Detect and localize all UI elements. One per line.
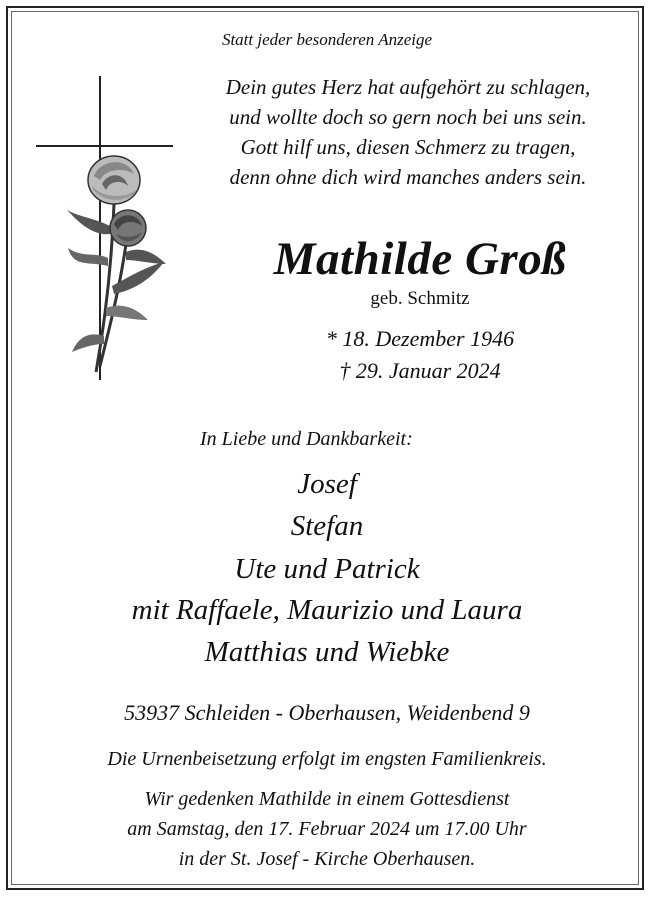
burial-note: Die Urnenbeisetzung erfolgt im engsten Familienkreis. [107,748,547,770]
address: 53937 Schleiden - Oberhausen, Weidenbend 9 [124,700,530,725]
birth-date: * 18. Dezember 1946 [325,326,515,351]
family-member: Stefan [290,510,364,542]
poem-line: denn ohne dich wird manches anders sein. [229,165,587,189]
notice-intro: Statt jeder besonderen Anzeige [221,30,433,49]
dedication: In Liebe und Dankbarkeit: [200,428,413,450]
cross-with-roses-icon [30,76,180,386]
service-line: in der St. Josef - Kirche Oberhausen. [178,848,476,870]
family-member: Ute und Patrick [234,553,420,585]
poem-line: und wollte doch so gern noch bei uns sein. [229,105,587,129]
poem-line: Dein gutes Herz hat aufgehört zu schlagen, [225,75,591,99]
service-line: Wir gedenken Mathilde in einem Gottesdienst [144,788,510,810]
service-line: am Samstag, den 17. Februar 2024 um 17.00 Uhr [127,818,527,840]
poem-line: Gott hilf uns, diesen Schmerz zu tragen, [240,135,576,159]
family-member: Matthias und Wiebke [204,636,450,668]
family-member: mit Raffaele, Maurizio und Laura [131,594,523,626]
maiden-name: geb. Schmitz [370,288,470,309]
family-member: Josef [297,468,357,500]
deceased-name: Mathilde Groß [273,233,567,285]
death-date: † 29. Januar 2024 [339,358,501,383]
